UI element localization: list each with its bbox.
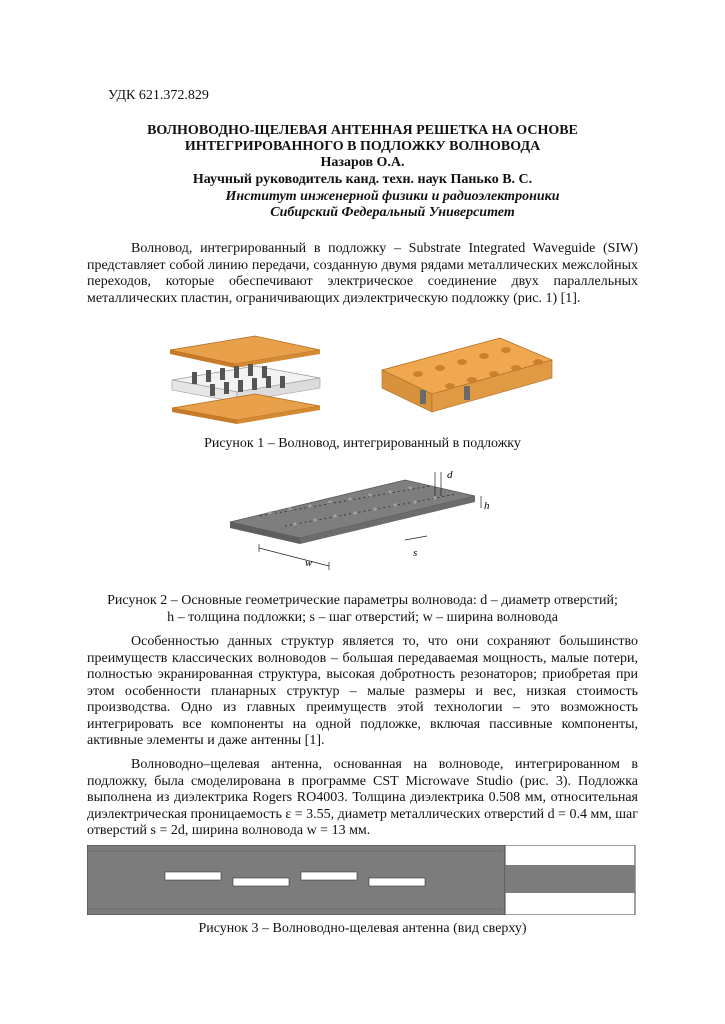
title-line-2: ИНТЕГРИРОВАННОГО В ПОДЛОЖКУ ВОЛНОВОДА xyxy=(184,139,541,154)
label-d: d xyxy=(447,469,453,481)
label-w: w xyxy=(305,557,313,569)
author-name: Назаров О.А. xyxy=(320,155,405,170)
slot-3 xyxy=(301,872,357,880)
label-h: h xyxy=(484,500,490,512)
figure-2-caption xyxy=(60,592,665,626)
figure-1-illustration xyxy=(160,328,560,428)
figure-2-caption-line-1: Рисунок 2 – Основные геометрические параметры волновода: d – диаметр отверстий; xyxy=(107,593,618,608)
siw-exploded-view xyxy=(170,336,320,424)
udk-code: УДК 621.372.829 xyxy=(108,88,209,103)
slot-4 xyxy=(369,878,425,886)
university-name: Сибирский Федеральный Университет xyxy=(270,205,515,220)
feed-line xyxy=(505,865,635,893)
figure-2-caption-line-2: h – толщина подложки; s – шаг отверстий; w – ширина волновода xyxy=(167,610,558,625)
paper-title xyxy=(80,123,645,155)
title-line-1: ВОЛНОВОДНО-ЩЕЛЕВАЯ АНТЕННАЯ РЕШЕТКА НА ОСНОВЕ xyxy=(147,123,578,138)
label-s: s xyxy=(413,547,418,559)
siw-assembled-view xyxy=(382,338,552,412)
figure-3-caption: Рисунок 3 – Волноводно-щелевая антенна (вид сверху) xyxy=(198,921,527,936)
institute-name: Институт инженерной физики и радиоэлектроники xyxy=(225,189,560,204)
paragraph-intro: Волновод, интегрированный в подложку – Substrate Integrated Waveguide (SIW) представляет собой линию передачи, созданную двумя рядами металлических межслойных переходов, которые обеспечивают электрическое соединение двух параллельных металлических пластин, ограничивающих диэлектрическую подложку (рис. 1) [1]. xyxy=(87,241,638,306)
figure-1-caption: Рисунок 1 – Волновод, интегрированный в подложку xyxy=(204,436,521,451)
paragraph-antenna-model: Волноводно–щелевая антенна, основанная на волноводе, интегрированном в подложку, была смоделирована в программе CST Microwave Studio (рис. 3). Подложка выполнена из диэлектрика Rogers RO4003. Толщина диэлектрика 0.508 мм, относительная диэлектрическая проницаемость ε = 3.55, диаметр металлических отверстий d = 0.4 мм, шаг отверстий s = 2d, ширина волновода w = 13 мм. xyxy=(87,757,638,838)
figure-3-illustration xyxy=(87,845,637,915)
scientific-advisor: Научный руководитель канд. техн. наук Панько В. С. xyxy=(192,172,533,187)
paragraph-advantages: Особенностью данных структур является то, что они сохраняют большинство преимуществ классических волноводов – большая передаваемая мощность, малые потери, полностью экранированная структура, высокая добротность резонаторов; приобретая при этом особенности планарных структур – малые размеры и вес, низкая стоимость производства. Одно из главных преимуществ этой технологии – это возможность интегрировать все компоненты на одной подложке, включая пассивные компоненты, активные элементы и даже антенны [1]. xyxy=(87,634,638,748)
siw-illustration xyxy=(160,328,560,428)
affiliation xyxy=(110,189,675,221)
slot-1 xyxy=(165,872,221,880)
figure-2-illustration xyxy=(225,466,505,574)
slot-antenna-top-view xyxy=(87,845,637,915)
siw-parameters-diagram xyxy=(225,466,505,574)
slot-2 xyxy=(233,878,289,886)
